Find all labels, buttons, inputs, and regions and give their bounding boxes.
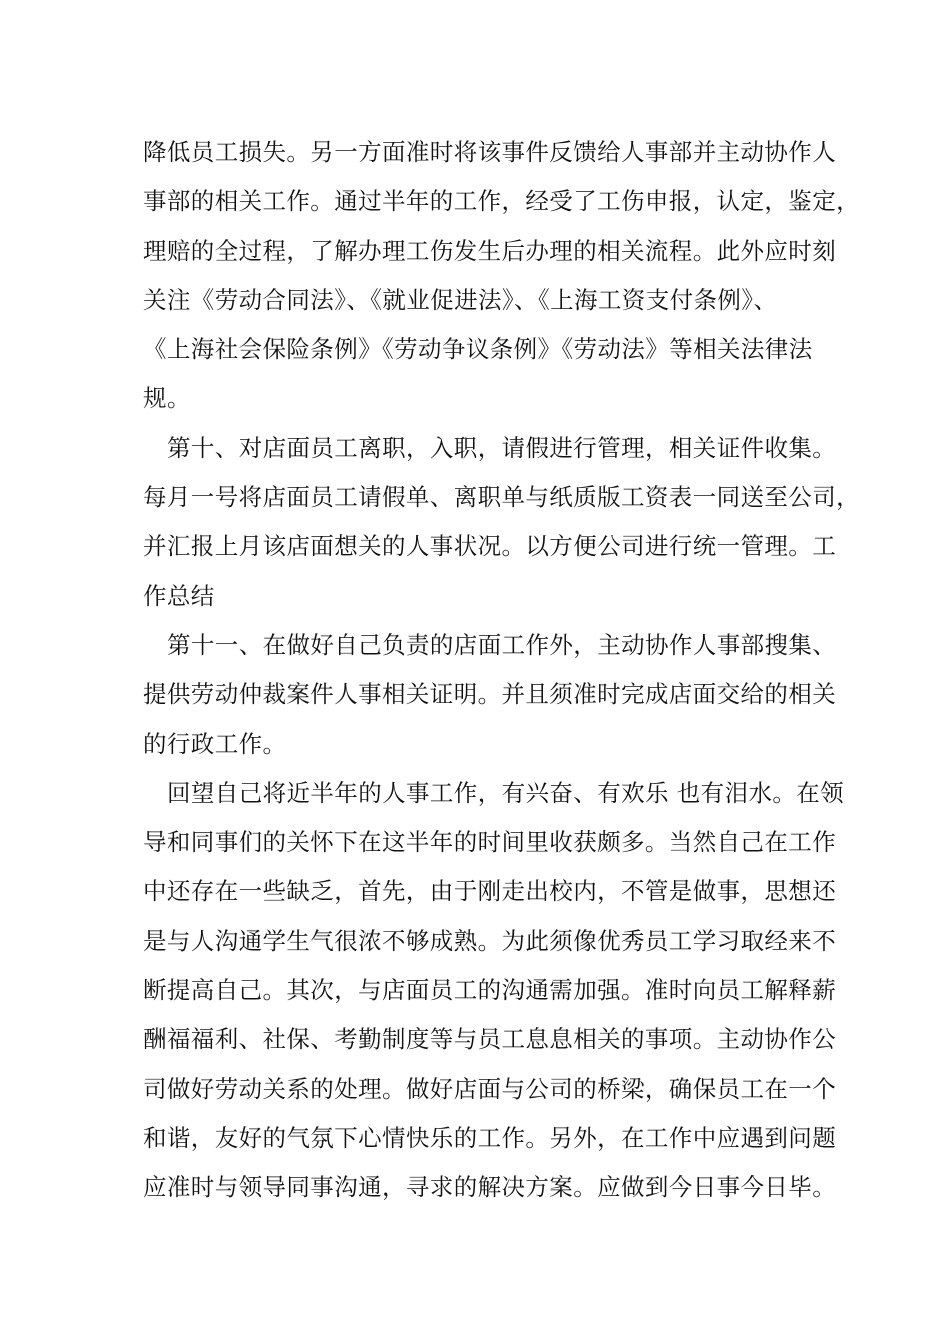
text-line: 的行政工作。 <box>143 729 287 758</box>
text-line: 理赔的全过程，了解办理工伤发生后办理的相关流程。此外应时刻 <box>143 236 837 265</box>
paragraph-start-line: 回望自己将近半年的人事工作，有兴奋、有欢乐 也有泪水。在领 <box>167 778 845 807</box>
text-line: 作总结 <box>143 581 215 610</box>
text-line: 关注《劳动合同法》、《就业促进法》、《上海工资支付条例》、 <box>143 285 778 314</box>
text-line: 应准时与领导同事沟通，寻求的解决方案。应做到今日事今日毕。 <box>143 1173 837 1202</box>
text-line: 导和同事们的关怀下在这半年的时间里收获颇多。当然自己在工作 <box>143 828 837 857</box>
text-line: 事部的相关工作。通过半年的工作，经受了工伤申报，认定，鉴定， <box>143 187 860 216</box>
paragraph-start-line: 第十一、在做好自己负责的店面工作外，主动协作人事部搜集、 <box>167 630 837 659</box>
text-line: 每月一号将店面员工请假单、离职单与纸质版工资表一同送至公司， <box>143 483 860 512</box>
text-line: 降低员工损失。另一方面准时将该事件反馈给人事部并主动协作人 <box>143 138 837 166</box>
text-line: 断提高自己。其次，与店面员工的沟通需加强。准时向员工解释薪 <box>143 976 837 1005</box>
text-line: 并汇报上月该店面想关的人事状况。以方便公司进行统一管理。工 <box>143 532 837 561</box>
text-line: 《上海社会保险条例》《劳动争议条例》《劳动法》等相关法律法 <box>143 335 813 364</box>
text-line: 酬福福利、社保、考勤制度等与员工息息相关的事项。主动协作公 <box>143 1025 837 1054</box>
text-line: 司做好劳动关系的处理。做好店面与公司的桥梁，确保员工在一个 <box>143 1074 837 1103</box>
text-line: 是与人沟通学生气很浓不够成熟。为此须像优秀员工学习取经来不 <box>143 926 837 955</box>
text-line: 规。 <box>143 384 191 413</box>
text-line: 和谐，友好的气氛下心情快乐的工作。另外，在工作中应遇到问题 <box>143 1123 837 1152</box>
text-line: 中还存在一些缺乏，首先，由于刚走出校内，不管是做事，思想还 <box>143 877 837 906</box>
paragraph-start-line: 第十、对店面员工离职，入职，请假进行管理，相关证件收集。 <box>167 433 837 462</box>
text-line: 提供劳动仲裁案件人事相关证明。并且须准时完成店面交给的相关 <box>143 680 837 709</box>
document-body <box>143 128 860 1213</box>
